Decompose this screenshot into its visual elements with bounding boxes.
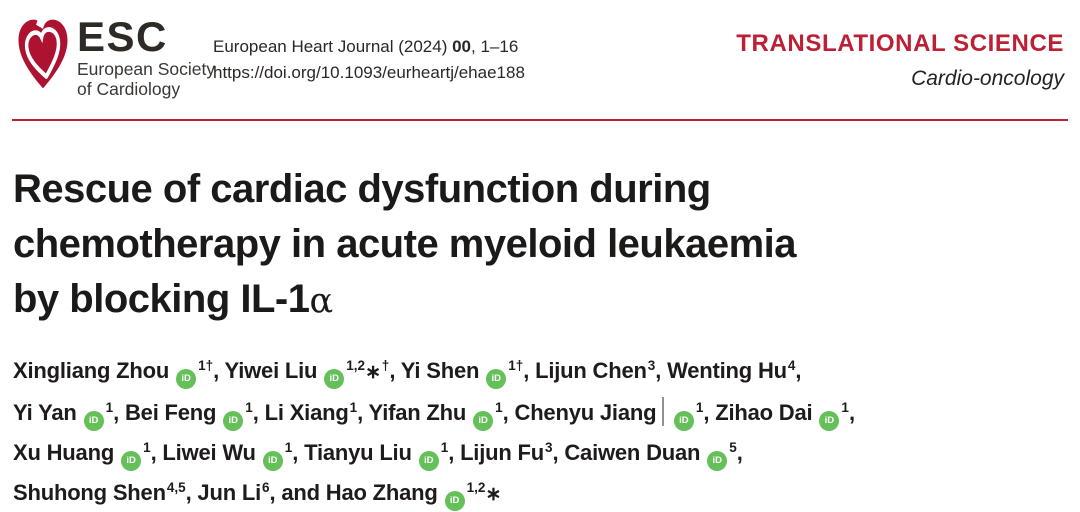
author (460, 440, 564, 465)
author (401, 358, 535, 383)
header-divider (12, 119, 1068, 121)
author-separator: , (448, 440, 460, 465)
author-name: Liwei Wu (162, 440, 255, 465)
orcid-icon[interactable]: iD (445, 491, 465, 511)
author (162, 440, 304, 465)
author-superscript: 1 (106, 400, 114, 415)
author-superscript: 4,5 (167, 480, 186, 495)
author-separator: , (503, 400, 515, 425)
author-separator: , (553, 440, 565, 465)
author (13, 440, 162, 465)
author-name: Zihao Dai (715, 400, 812, 425)
author-superscript: 4 (788, 358, 796, 373)
journal-citation (213, 34, 525, 86)
author-separator: , (795, 358, 801, 383)
author (515, 400, 716, 425)
author-name: Lijun Fu (460, 440, 544, 465)
author (564, 440, 742, 465)
author-superscript: 5 (729, 440, 737, 455)
corresponding-author-star: ∗ (365, 362, 381, 383)
author-separator: , (737, 440, 743, 465)
author-separator: , (703, 400, 715, 425)
author-superscript: 3 (545, 440, 553, 455)
esc-society-line1: European Society (77, 59, 215, 79)
orcid-icon[interactable]: iD (176, 369, 196, 389)
author-line-2 (13, 391, 855, 431)
author-name: Xu Huang (13, 440, 114, 465)
author-name: Hao Zhang (326, 480, 438, 505)
author (125, 400, 265, 425)
orcid-icon[interactable]: iD (707, 451, 727, 471)
author-name: Jun Li (197, 480, 261, 505)
author (715, 400, 855, 425)
doi-link[interactable]: https://doi.org/10.1093/eurheartj/ehae188 (213, 63, 525, 82)
author-name: Caiwen Duan (564, 440, 700, 465)
author-superscript: 1 (350, 400, 358, 415)
author-separator: , (151, 440, 163, 465)
author (281, 480, 501, 505)
author-name: Wenting Hu (667, 358, 787, 383)
section-topic: Cardio-oncology (736, 67, 1064, 91)
author (535, 358, 667, 383)
author-name: Li Xiang (265, 400, 349, 425)
orcid-icon[interactable]: iD (324, 369, 344, 389)
author (13, 480, 197, 505)
section-banner (736, 30, 1064, 91)
author-superscript: 1 (285, 440, 293, 455)
author (13, 400, 125, 425)
author (225, 358, 401, 383)
title-line-1: Rescue of cardiac dysfunction during (13, 162, 796, 217)
author-superscript: 1 (143, 440, 151, 455)
greek-alpha: α (309, 281, 332, 321)
author-separator: , (389, 358, 400, 383)
author (265, 400, 369, 425)
author-superscript: 1 (696, 400, 704, 415)
author-list (13, 349, 855, 512)
orcid-icon[interactable]: iD (419, 451, 439, 471)
orcid-icon[interactable]: iD (473, 411, 493, 431)
author-superscript: 3 (648, 358, 656, 373)
orcid-icon[interactable]: iD (121, 451, 141, 471)
journal-volume: 00 (452, 37, 471, 56)
author-name: Lijun Chen (535, 358, 647, 383)
author-separator: , (253, 400, 265, 425)
author-conjunction: and (281, 480, 325, 505)
esc-society-line2: of Cardiology (77, 79, 215, 99)
orcid-icon[interactable]: iD (223, 411, 243, 431)
orcid-icon[interactable]: iD (84, 411, 104, 431)
orcid-icon[interactable]: iD (263, 451, 283, 471)
text-cursor (662, 397, 664, 426)
orcid-icon[interactable]: iD (486, 369, 506, 389)
author-superscript: 1† (198, 358, 213, 373)
author-name: Bei Feng (125, 400, 216, 425)
author-separator: , (113, 400, 125, 425)
journal-citation-line (213, 34, 525, 60)
esc-heart-logo-icon (13, 15, 73, 95)
orcid-icon[interactable]: iD (674, 411, 694, 431)
author (197, 480, 281, 505)
author-separator: , (270, 480, 282, 505)
author-name: Shuhong Shen (13, 480, 166, 505)
author-line-4 (13, 471, 855, 512)
author-separator: , (292, 440, 304, 465)
author-name: Xingliang Zhou (13, 358, 169, 383)
corresponding-author-star: ∗ (485, 484, 501, 505)
title-line-2: chemotherapy in acute myeloid leukaemia (13, 217, 796, 272)
author-superscript: 6 (262, 480, 270, 495)
author-superscript: 1 (495, 400, 503, 415)
section-title: TRANSLATIONAL SCIENCE (736, 30, 1064, 58)
author (304, 440, 460, 465)
author (667, 358, 801, 383)
journal-pages: , 1–16 (471, 37, 518, 56)
author-superscript: 1 (245, 400, 253, 415)
author-separator: , (357, 400, 368, 425)
orcid-icon[interactable]: iD (819, 411, 839, 431)
author-separator: , (849, 400, 855, 425)
author-superscript: † (382, 358, 390, 373)
author-superscript: 1,2 (467, 480, 486, 495)
esc-society-name (77, 59, 215, 99)
article-title (13, 162, 796, 329)
author-separator: , (186, 480, 198, 505)
author-name: Yi Shen (401, 358, 479, 383)
esc-acronym: ESC (77, 13, 168, 61)
author-superscript: 1 (841, 400, 849, 415)
author-name: Yiwei Liu (225, 358, 318, 383)
author (369, 400, 515, 425)
author-name: Tianyu Liu (304, 440, 412, 465)
journal-name: European Heart Journal (2024) (213, 37, 452, 56)
author (13, 358, 225, 383)
author-line-3 (13, 431, 855, 471)
author-separator: , (213, 358, 224, 383)
author-separator: , (523, 358, 535, 383)
author-line-1 (13, 349, 855, 391)
title-line-3: by blocking IL-1α (13, 272, 796, 329)
author-name: Chenyu Jiang (515, 400, 657, 425)
author-name: Yifan Zhu (369, 400, 467, 425)
author-name: Yi Yan (13, 400, 77, 425)
author-superscript: 1 (441, 440, 449, 455)
author-superscript: 1,2 (346, 358, 365, 373)
author-separator: , (655, 358, 667, 383)
author-superscript: 1† (508, 358, 523, 373)
